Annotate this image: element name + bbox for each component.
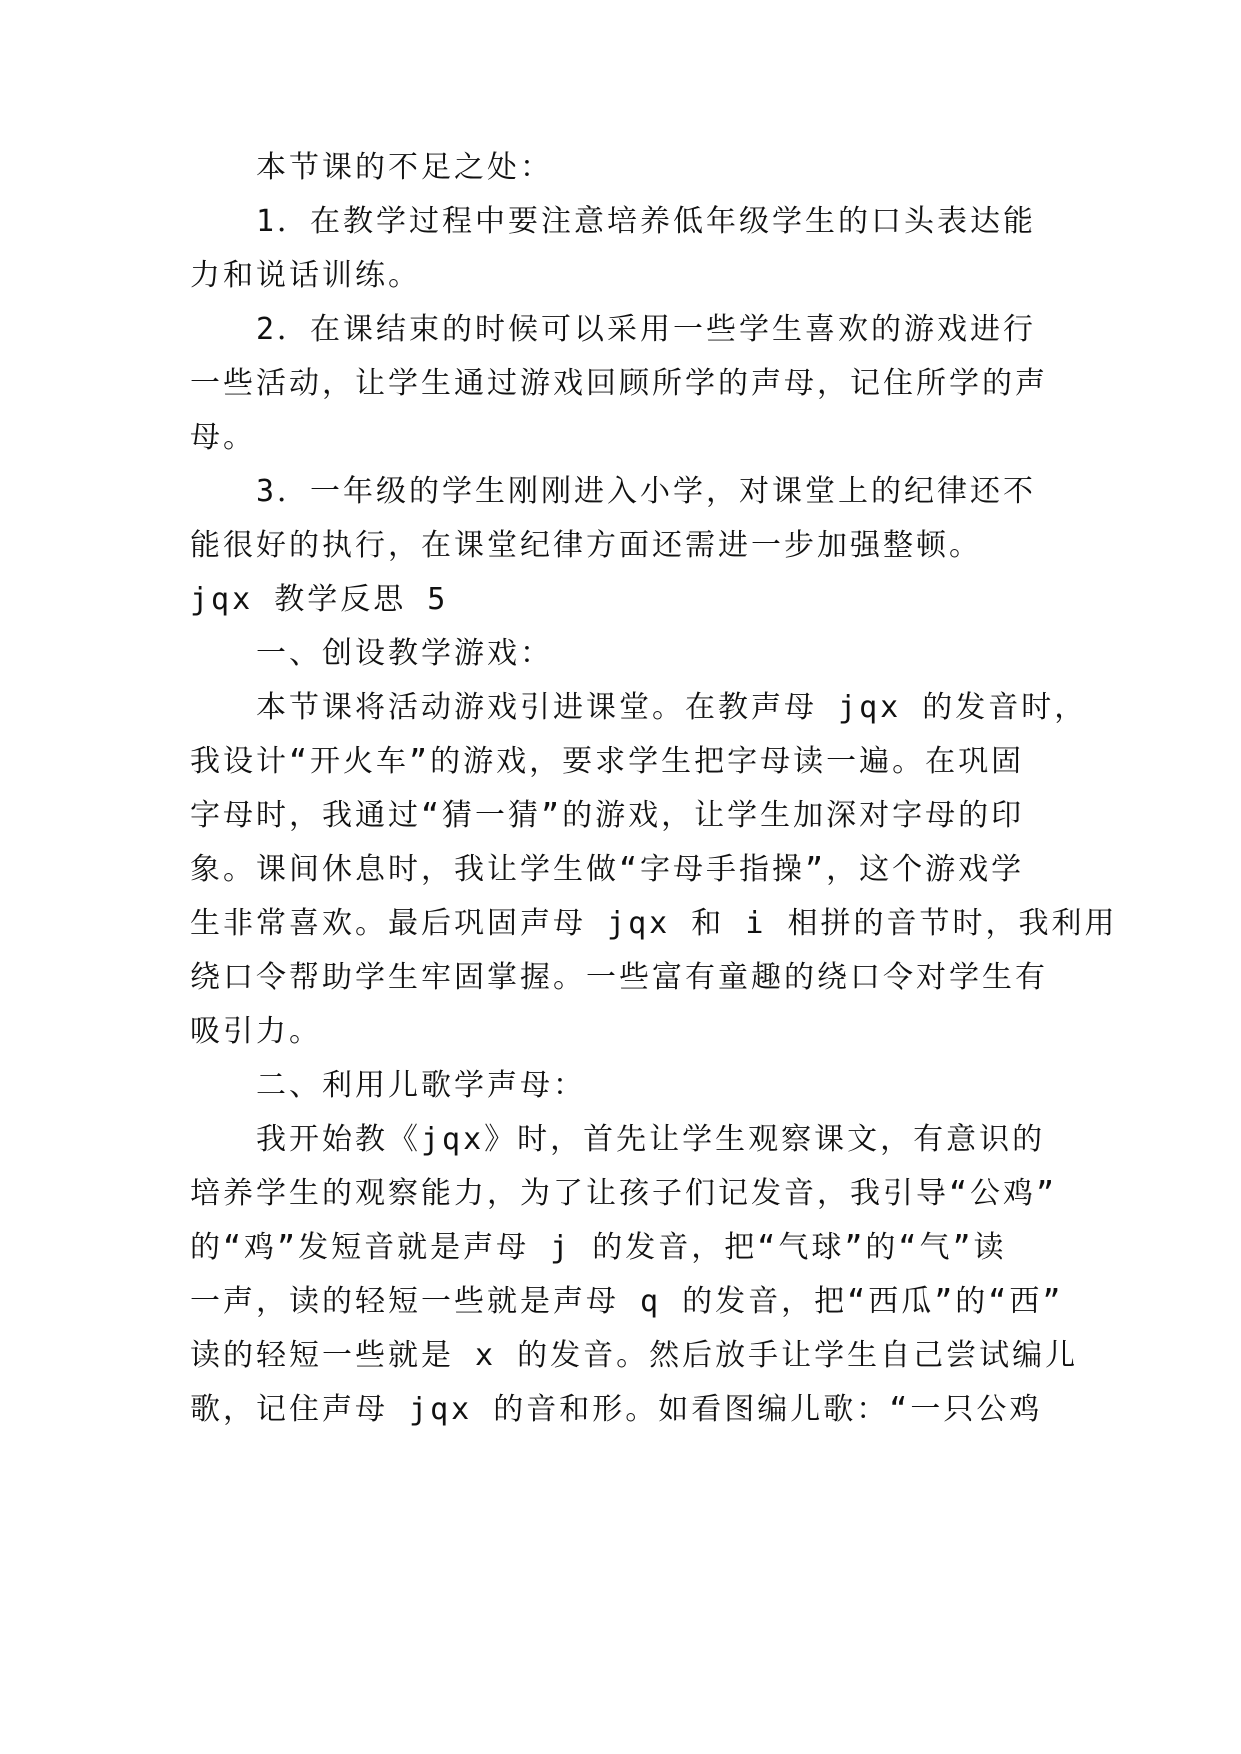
paragraph-games-line-3: 字母时，我通过“猜一猜”的游戏，让学生加深对字母的印 [190, 798, 1025, 833]
paragraph-songs-line-5: 读的轻短一些就是 x 的发音。然后放手让学生自己尝试编儿 [190, 1338, 1079, 1373]
paragraph-songs-line-3: 的“鸡”发短音就是声母 j 的发音，把“气球”的“气”读 [190, 1230, 1007, 1265]
subheading-games: 一、创设教学游戏： [256, 636, 553, 671]
paragraph-games-line-7: 吸引力。 [190, 1014, 322, 1049]
paragraph-heading-shortcomings: 本节课的不足之处： [256, 150, 553, 185]
paragraph-songs-line-1: 我开始教《jqx》时，首先让学生观察课文，有意识的 [256, 1122, 1046, 1157]
section-title: jqx 教学反思 5 [190, 582, 449, 617]
list-item-3-line-1: 3．一年级的学生刚刚进入小学，对课堂上的纪律还不 [256, 474, 1037, 509]
list-item-2-line-3: 母。 [190, 420, 256, 455]
paragraph-games-line-1: 本节课将活动游戏引进课堂。在教声母 jqx 的发音时， [256, 690, 1088, 725]
paragraph-songs-line-4: 一声，读的轻短一些就是声母 q 的发音，把“西瓜”的“西” [190, 1284, 1064, 1319]
paragraph-songs-line-6: 歌，记住声母 jqx 的音和形。如看图编儿歌：“一只公鸡 [190, 1392, 1043, 1427]
paragraph-games-line-4: 象。课间休息时，我让学生做“字母手指操”，这个游戏学 [190, 852, 1025, 887]
paragraph-games-line-5: 生非常喜欢。最后巩固声母 jqx 和 i 相拼的音节时，我利用 [190, 906, 1118, 941]
list-item-3-line-2: 能很好的执行，在课堂纪律方面还需进一步加强整顿。 [190, 528, 982, 563]
paragraph-games-line-6: 绕口令帮助学生牢固掌握。一些富有童趣的绕口令对学生有 [190, 960, 1048, 995]
list-item-1-line-1: 1．在教学过程中要注意培养低年级学生的口头表达能 [256, 204, 1037, 239]
paragraph-games-line-2: 我设计“开火车”的游戏，要求学生把字母读一遍。在巩固 [190, 744, 1025, 779]
subheading-songs: 二、利用儿歌学声母： [256, 1068, 586, 1103]
list-item-2-line-1: 2．在课结束的时候可以采用一些学生喜欢的游戏进行 [256, 312, 1037, 347]
paragraph-songs-line-2: 培养学生的观察能力，为了让孩子们记发音，我引导“公鸡” [190, 1176, 1058, 1211]
list-item-2-line-2: 一些活动，让学生通过游戏回顾所学的声母，记住所学的声 [190, 366, 1048, 401]
list-item-1-line-2: 力和说话训练。 [190, 258, 421, 293]
